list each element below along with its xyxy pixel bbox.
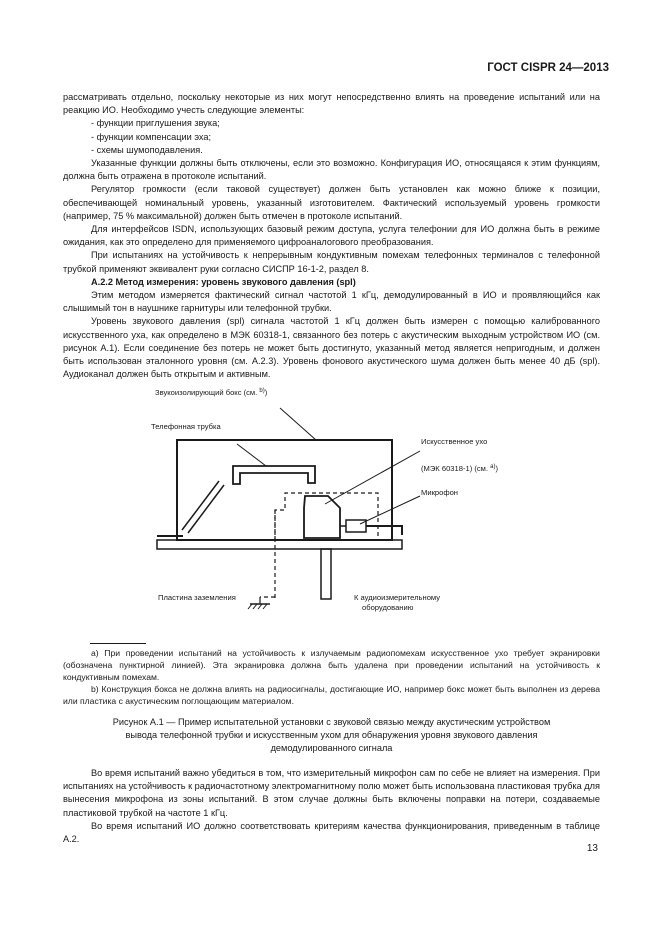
label-audio-equipment-line2: оборудованию (362, 603, 414, 612)
label-microphone: Микрофон (421, 488, 459, 497)
handset-support-inner (188, 485, 224, 533)
label-audio-equipment-line1: К аудиоизмерительному (354, 593, 441, 602)
paragraph: Этим методом измеряется фактический сигнал частотой 1 кГц, демодулированный в ИО и проявляющийся как слышимый тон в наушнике гарнитуры или телефонной трубки. (63, 290, 600, 314)
handset-support (182, 481, 219, 530)
list-item: - функции компенсации эха; (91, 131, 212, 142)
audio-feed-pipe (321, 549, 331, 599)
figure-diagram (120, 378, 520, 628)
label-artificial-ear-line2: (МЭК 60318-1) (см. $^{a)}$) (421, 464, 499, 473)
page-number: 13 (586, 843, 598, 854)
body-text (63, 91, 600, 381)
paragraph: Во время испытаний важно убедиться в том, что измерительный микрофон сам по себе не влияет на измерения. При испытаниях на устойчивость к радиочастотному электромагнитному полю может быть использована пластиковая трубка для вынесения микрофона из зоны испытаний. В этом случае должны быть включены поправки на потери, создаваемые пластиковой трубкой на частоте 1 кГц. (63, 768, 600, 818)
ear-leader (325, 451, 420, 504)
body-text-continued (63, 767, 600, 846)
caption-line: демодулированного сигнала (270, 743, 393, 753)
paragraph: Для интерфейсов ISDN, использующих базовый режим доступа, услуга телефонии для ИО должна быть в режиме ожидания, как это определено для применяемого цифроаналогового преобразования. (63, 224, 600, 248)
paragraph: Указанные функции должны быть отключены, если это возможно. Конфигурация ИО, относящаяся к этим функциям, должна быть отражена в протоколе испытаний. (63, 158, 600, 182)
paragraph: Регулятор громкости (если таковой существует) должен быть установлен как можно ближе к позиции, обеспечивающей номинальный уровень, указанный изготовителем. Фактический используемый уровень громкости (например, 75 % максимальной) должен быть отмечен в протоколе испытаний. (63, 184, 600, 221)
artificial-ear (304, 496, 340, 538)
paragraph: рассматривать отдельно, поскольку некоторые из них могут непосредственно влиять на проведение испытаний или на реакцию ИО. Необходимо учесть следующие элементы: (63, 92, 600, 116)
footnote-rule (90, 643, 146, 644)
standard-header: ГОСТ CISPR 24—2013 (487, 62, 609, 74)
caption-line: Рисунок А.1 — Пример испытательной установки с звуковой связью между акустическим устройством (112, 717, 551, 727)
paragraph: При испытаниях на устойчивость к непрерывным кондуктивным помехам телефонных терминалов с телефонной трубкой применяют эквивалент руки согласно СИСПР 16-1-2, раздел 8. (63, 250, 600, 274)
telephone-handset (233, 466, 315, 484)
caption-line: вывода телефонной трубки и искусственным ухом для обнаружения уровня звукового давления (125, 730, 538, 740)
list-item: - схемы шумоподавления. (91, 144, 203, 155)
test-setup-diagram (120, 378, 520, 628)
microphone-cable (366, 526, 402, 535)
paragraph: Во время испытаний ИО должно соответствовать критериям качества функционирования, приведенным в таблице А.2. (63, 820, 600, 845)
list-item: - функции приглушения звука; (91, 118, 220, 129)
figure-caption (63, 716, 600, 755)
label-isolating-box: Звукоизолирующий бокс (см. $^{b)}$) (155, 388, 268, 397)
footnote-a: a) При проведении испытаний на устойчивость к излучаемым радиопомехам искусственное ухо требует экранировки (обозначена пунктирной линией). Эта экранировка должна быть удалена при проведении испытаний на устойчивость к кондуктивным помехам. (63, 648, 600, 682)
test-table (157, 540, 402, 549)
label-artificial-ear-line1: Искусственное ухо (421, 437, 488, 446)
label-handset: Телефонная трубка (151, 422, 221, 431)
label-ground-plate: Пластина заземления (158, 593, 236, 602)
paragraph: Уровень звукового давления (spl) сигнала частотой 1 кГц должен быть измерен с помощью калиброванного искусственного уха, как определено в МЭК 60318-1, связанного без потерь с акустическим выходным устройством ИО (см. рисунок А.1). Если соединение без потерь не может быть достигнуто, указанный метод является непригодным, и должен быть использован эталонного уровня (см. А.2.3). Уровень фонового акустического шума должен быть менее 40 дБ (spl). Аудиоканал должен быть открытым и активным. (63, 316, 600, 380)
section-heading: А.2.2 Метод измерения: уровень звукового давления (spl) (91, 276, 356, 287)
handset-leader (237, 444, 266, 466)
footnotes (63, 647, 600, 707)
microphone (346, 520, 366, 532)
box-leader (280, 408, 316, 440)
microphone-leader (360, 496, 420, 524)
footnote-b: b) Конструкция бокса не должна влиять на радиосигналы, достигающие ИО, например бокс может быть выполнен из дерева или пластика с акустическим поглощающим материалом. (63, 684, 600, 706)
